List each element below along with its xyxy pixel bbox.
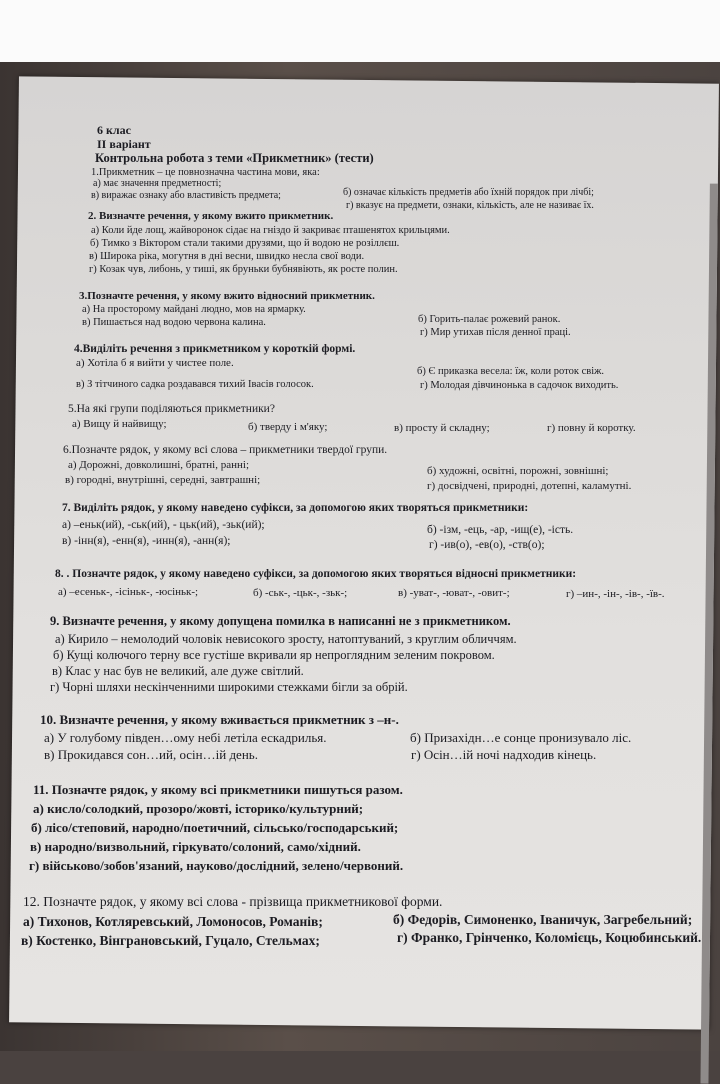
q8-option-c: в) -уват-, -юват-, -овит-; [398, 587, 510, 599]
q2-option-a: а) Коли йде лощ, жайворонок сідає на гніздо й закриває пташенятох крильцями. [91, 225, 450, 236]
q12-option-c: в) Костенко, Вінграновський, Гуцало, Стельмах; [21, 933, 320, 948]
q6-question: 6.Позначте рядок, у якому всі слова – прикметники твердої групи. [63, 444, 388, 456]
q11-option-d: г) військово/зобов'язаний, науково/дослідний, зелено/червоний. [29, 858, 404, 873]
q7-option-b: б) -ізм, -ець, -ар, -ищ(е), -ість. [427, 524, 574, 536]
q11-option-a: а) кисло/солодкий, прозоро/жовті, історико/культурний; [33, 801, 364, 816]
q10-option-a: а) У голубому півден…ому небі летіла ескадрилья. [44, 730, 327, 745]
q3-option-c: в) Пишається над водою червона калина. [82, 317, 266, 328]
q7-option-a: а) –еньк(ий), -ськ(ий), - цьк(ий), -зьк(ий); [62, 519, 265, 531]
q10-question: 10. Визначте речення, у якому вживається прикметник з –н-. [40, 712, 399, 727]
q10-option-c: в) Прокидався сон…ий, осін…ій день. [44, 747, 258, 762]
q7-option-d: г) -ив(о), -ев(о), -ств(о); [429, 539, 545, 551]
q4-option-c: в) З тітчиного садка роздавався тихий Івасів голосок. [76, 379, 314, 390]
q9-option-a: а) Кирило – немолодий чоловік невисокого зросту, натоптуваний, з круглим обличчям. [55, 632, 517, 646]
q12-option-d: г) Франко, Грінченко, Коломієць, Коцюбинський. [397, 930, 702, 945]
q5-option-a: а) Вищу й найвищу; [72, 418, 167, 430]
q4-option-d: г) Молодая дівчинонька в садочок виходить. [420, 380, 619, 391]
q6-option-b: б) художні, освітні, порожні, зовнішні; [427, 465, 609, 477]
q6-option-a: а) Дорожні, довколишні, братні, ранні; [68, 459, 250, 471]
q9-question: 9. Визначте речення, у якому допущена помилка в написанні не з прикметником. [50, 614, 511, 628]
variant-label: ІІ варіант [97, 137, 151, 151]
q3-option-a: а) На просторому майдані людно, мов на ярмарку. [82, 304, 306, 315]
q5-question: 5.На які групи поділяються прикметники? [68, 403, 275, 415]
q8-option-a: а) –есеньк-, -ісіньк-, -юсіньк-; [58, 586, 199, 598]
q1-option-c: в) виражає ознаку або властивість предмета; [91, 190, 281, 201]
q2-question: 2. Визначте речення, у якому вжито прикметник. [88, 210, 334, 222]
q3-option-d: г) Мир утихав після денної праці. [420, 327, 571, 338]
q10-option-b: б) Призахідн…е сонце пронизувало ліс. [410, 730, 632, 745]
q9-option-c: в) Клас у нас був не великий, але дуже світлий. [52, 664, 304, 678]
q12-question: 12. Позначте рядок, у якому всі слова - прізвища прикметникової форми. [23, 894, 443, 909]
q3-question: 3.Позначте речення, у якому вжито відносний прикметник. [79, 290, 375, 302]
q4-option-a: а) Хотіла б я вийти у чистее поле. [76, 357, 234, 369]
q3-option-b: б) Горить-палає рожевий ранок. [418, 314, 561, 325]
q8-option-b: б) -ськ-, -цьк-, -зьк-; [253, 587, 348, 599]
q1-question: 1.Прикметник – це повнозначна частина мови, яка: [91, 167, 320, 178]
q11-question: 11. Позначте рядок, у якому всі прикметники пишуться разом. [33, 782, 403, 797]
q12-option-a: а) Тихонов, Котляревський, Ломоносов, Романів; [23, 914, 323, 929]
q5-option-b: б) тверду і м'яку; [248, 421, 328, 433]
q10-option-d: г) Осін…ій ночі надходив кінець. [411, 747, 597, 762]
q5-option-c: в) просту й складну; [394, 422, 490, 434]
q9-option-d: г) Чорні шляхи нескінченними широкими стежками бігли за обрій. [50, 680, 408, 694]
grade-label: 6 клас [97, 123, 131, 137]
q12-option-b: б) Федорів, Симоненко, Іваничук, Загребельний; [393, 912, 693, 927]
q5-option-d: г) повну й коротку. [547, 422, 636, 434]
test-title: Контрольна робота з теми «Прикметник» (тести) [95, 151, 374, 165]
q8-question: 8. . Позначте рядок, у якому наведено суфікси, за допомогою яких творяться відносні прикметники: [55, 568, 577, 580]
q9-option-b: б) Кущі колючого терну все густіше вкривали яр непроглядним зеленим покровом. [53, 648, 495, 662]
q1-option-d: г) вказує на предмети, ознаки, кількість, але не називає їх. [346, 200, 594, 211]
q1-option-b: б) означає кількість предметів або їхній порядок при лічбі; [343, 187, 594, 198]
q7-question: 7. Виділіть рядок, у якому наведено суфікси, за допомогою яких творяться прикметники: [62, 502, 529, 514]
q7-option-c: в) -інн(я), -енн(я), -инн(я), -анн(я); [62, 535, 231, 547]
q2-option-d: г) Козак чув, либонь, у тиші, як бруньки бубнявіють, як росте полин. [89, 264, 398, 275]
q4-question: 4.Виділіть речення з прикметником у короткій формі. [74, 343, 356, 355]
q8-option-d: г) –ин-, -ін-, -ів-, -їв-. [566, 588, 665, 600]
q6-option-d: г) досвідчені, природні, дотепні, каламутні. [427, 480, 632, 492]
q4-option-b: б) Є приказка весела: їж, коли роток свіж. [417, 366, 604, 377]
q2-option-b: б) Тимко з Віктором стали такими друзями, що й водою не розіллєш. [90, 238, 400, 249]
q11-option-b: б) лісо/степовий, народно/поетичний, сільсько/господарський; [31, 820, 399, 835]
q6-option-c: в) городні, внутрішні, середні, завтрашні; [65, 474, 261, 486]
q11-option-c: в) народно/визвольний, гіркувато/солоний, само/хідний. [30, 839, 361, 854]
q2-option-c: в) Широка ріка, могутня в дні весни, швидко несла свої води. [89, 251, 365, 262]
q1-option-a: а) має значення предметності; [93, 178, 222, 189]
